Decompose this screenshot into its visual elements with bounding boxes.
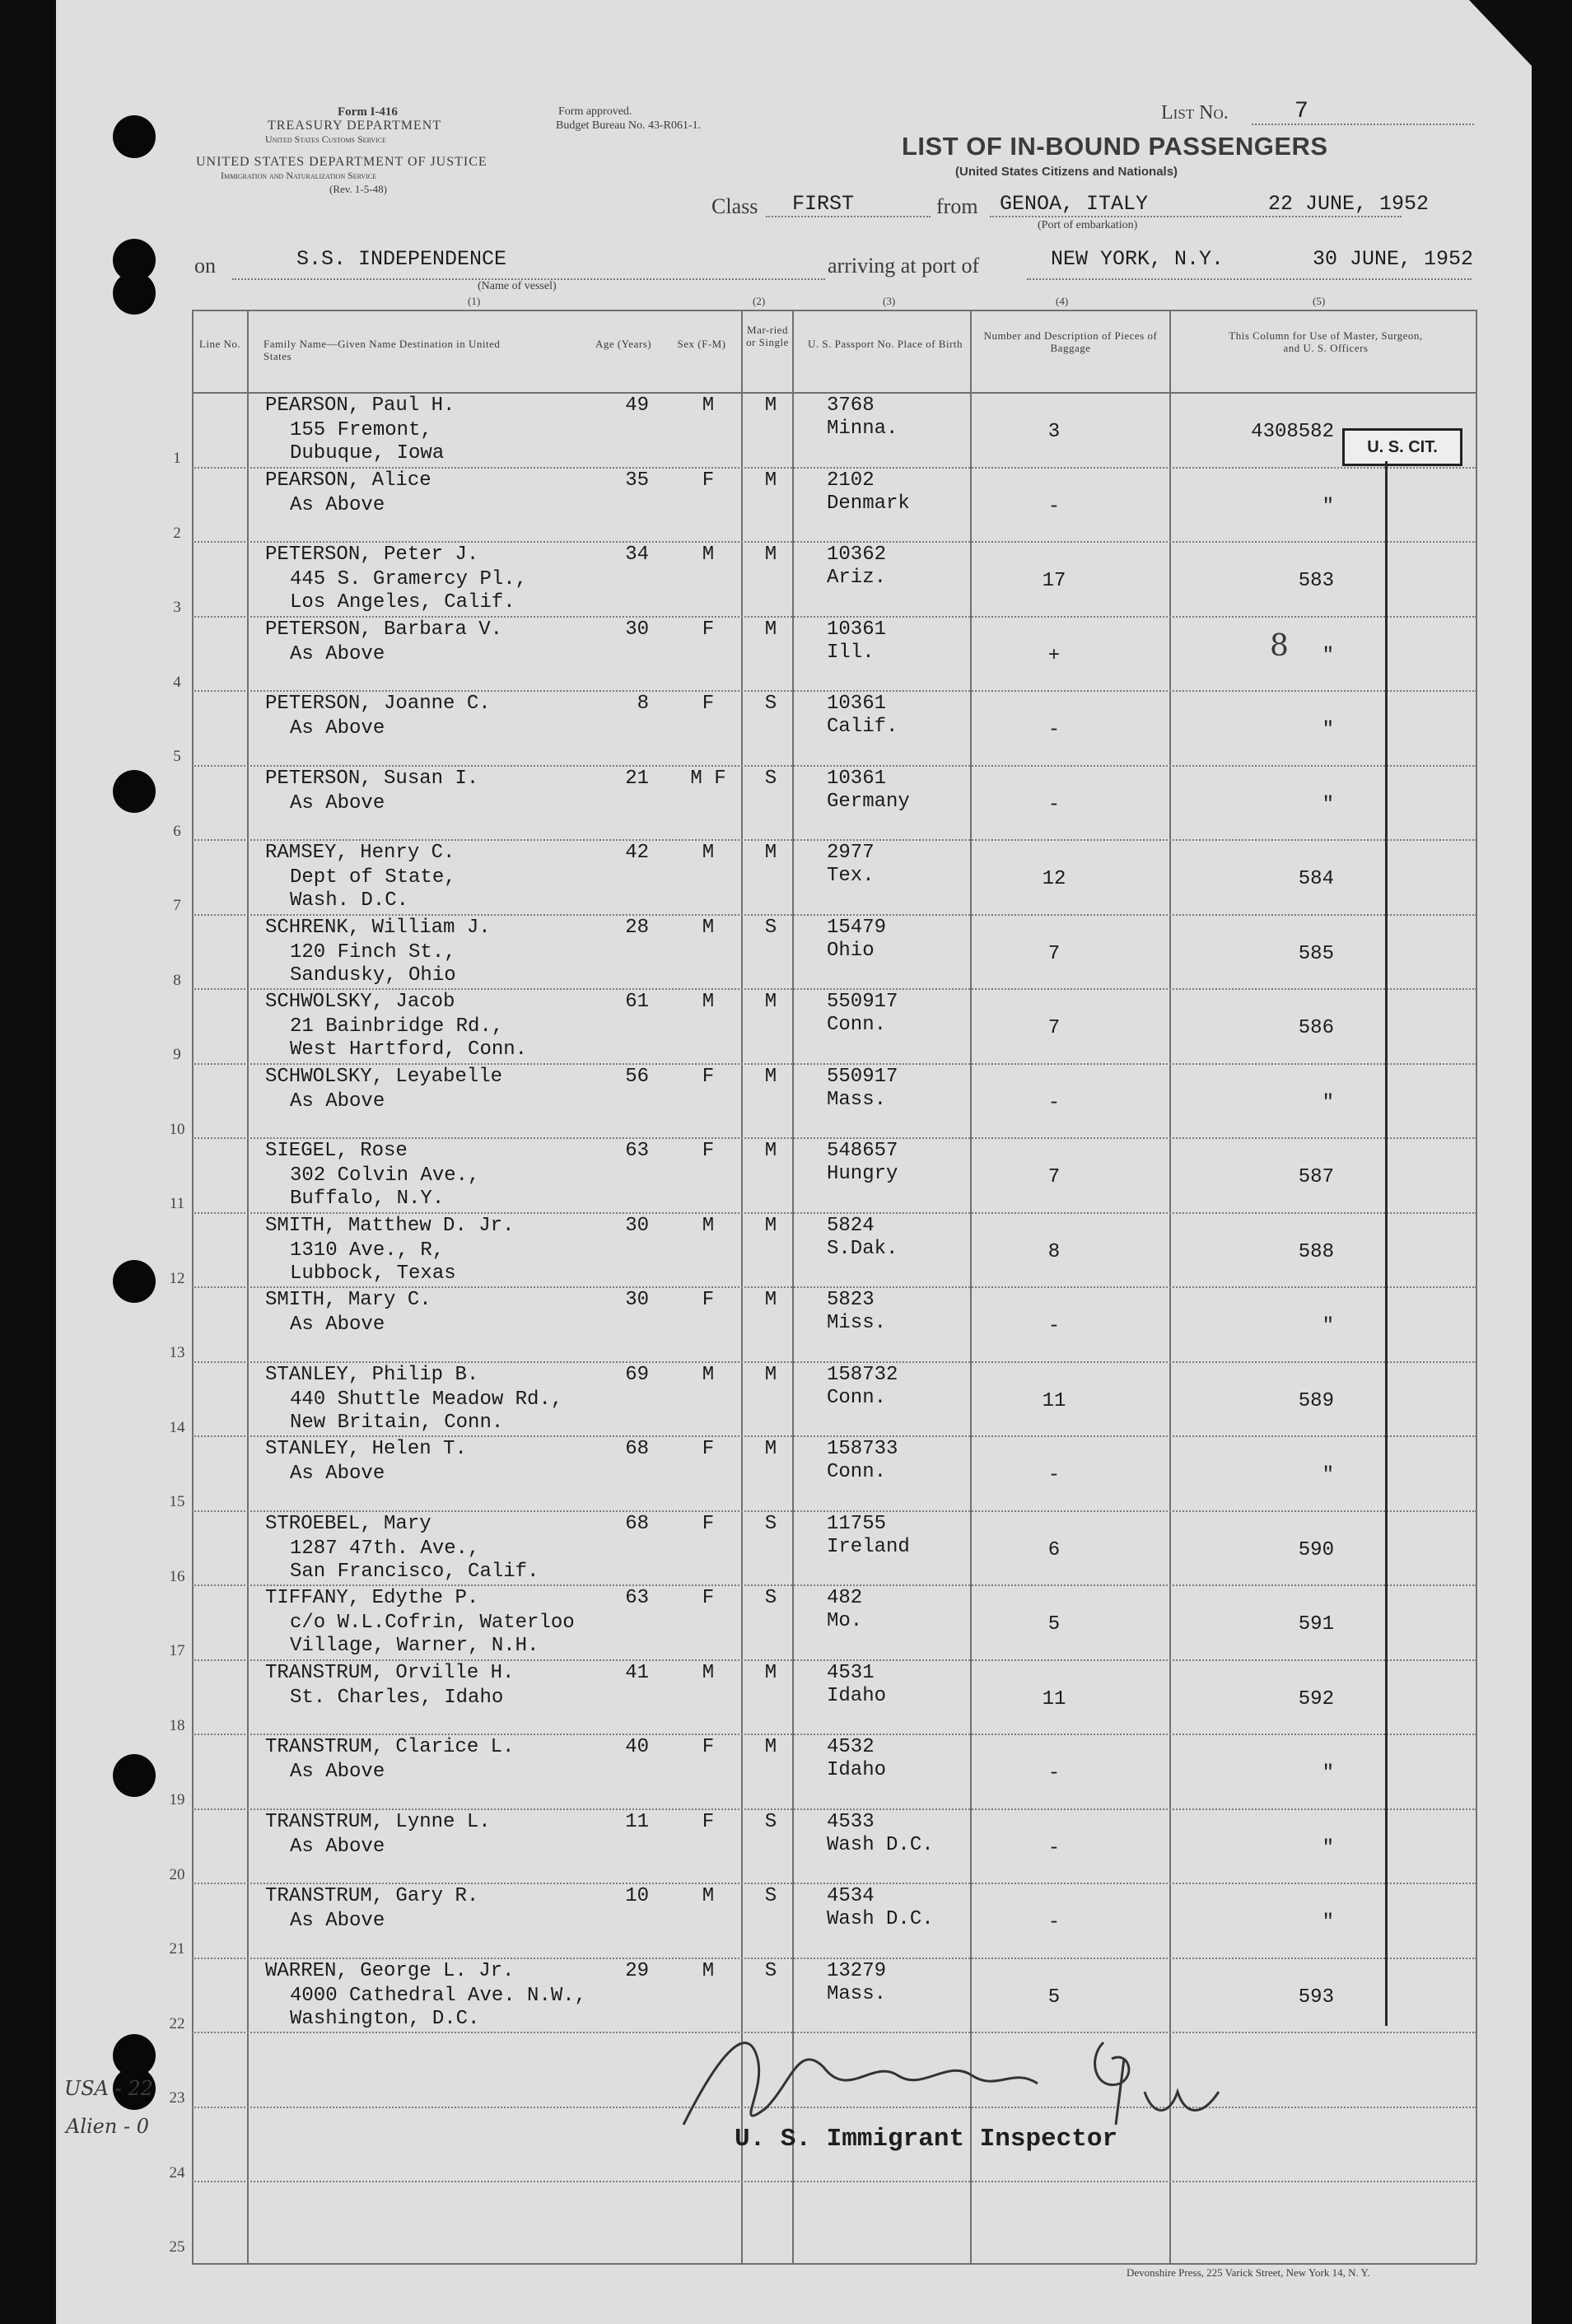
line-number: 13: [169, 1344, 185, 1361]
line-number: 6: [173, 822, 181, 840]
age: 10: [625, 1885, 649, 1907]
age: 56: [625, 1065, 649, 1088]
baggage-count: 7: [1047, 942, 1061, 965]
place-of-birth: Miss.: [827, 1312, 887, 1334]
col-header-baggage: Number and Description of Pieces of Baggage: [983, 329, 1158, 354]
passenger-name: TRANSTRUM, Orville H.: [265, 1661, 515, 1684]
destination-line-1: As Above: [290, 717, 385, 740]
line-number: 10: [169, 1120, 185, 1138]
place-of-birth: Ohio: [827, 939, 875, 962]
sex: F: [702, 1289, 715, 1311]
officer-entry: 593: [1298, 1986, 1334, 2009]
col-number-5: (5): [1313, 295, 1326, 307]
age: 8: [637, 693, 649, 715]
row-divider: [192, 2181, 1476, 2182]
age: 63: [625, 1587, 649, 1609]
place-of-birth: Conn.: [827, 1386, 887, 1409]
passenger-name: STROEBEL, Mary: [265, 1512, 431, 1535]
destination-line-1: As Above: [290, 1090, 385, 1113]
destination-line-2: Village, Warner, N.H.: [290, 1635, 539, 1657]
punch-hole: [113, 272, 156, 315]
marital-status: S: [764, 1810, 777, 1833]
immigration-service: Immigration and Naturalization Service: [221, 170, 377, 181]
col-header-officers: This Column for Use of Master, Surgeon, and U. S. Officers: [1229, 329, 1423, 354]
marital-status: S: [764, 1587, 777, 1609]
baggage-count: 7: [1047, 1017, 1061, 1039]
from-label: from: [936, 194, 978, 218]
marital-status: M: [764, 1140, 777, 1162]
marital-status: M: [764, 1214, 777, 1237]
place-of-birth: Minna.: [827, 418, 898, 440]
age: 68: [625, 1512, 649, 1535]
age: 49: [625, 394, 649, 417]
passenger-name: TRANSTRUM, Clarice L.: [265, 1736, 515, 1758]
passenger-name: RAMSEY, Henry C.: [265, 842, 455, 864]
treasury-department: TREASURY DEPARTMENT: [268, 119, 442, 133]
officer-entry: 585: [1298, 942, 1334, 965]
marital-status: M: [764, 991, 777, 1013]
destination-line-2: West Hartford, Conn.: [290, 1038, 528, 1061]
destination-line-2: Dubuque, Iowa: [290, 442, 445, 464]
destination-line-1: As Above: [290, 1910, 385, 1932]
officer-entry: ": [1322, 1836, 1334, 1860]
col-number-4: (4): [1056, 295, 1069, 307]
baggage-count: 17: [1042, 570, 1066, 592]
line-number: 1: [173, 450, 181, 467]
marital-status: S: [764, 1512, 777, 1535]
place-of-birth: Denmark: [827, 492, 910, 515]
officer-entry: 584: [1298, 868, 1334, 890]
destination-line-1: As Above: [290, 1761, 385, 1783]
destination-line-2: Wash. D.C.: [290, 889, 409, 912]
sex: F: [702, 1736, 715, 1758]
baggage-count: -: [1047, 1836, 1061, 1860]
line-number: 9: [173, 1046, 181, 1063]
marital-status: M: [764, 1661, 777, 1684]
passenger-name: PETERSON, Joanne C.: [265, 693, 491, 715]
line-number: 3: [173, 599, 181, 616]
officer-entry: 590: [1298, 1538, 1334, 1561]
line-number: 12: [169, 1269, 185, 1287]
line-number: 21: [169, 1940, 185, 1958]
place-of-birth: Wash D.C.: [827, 1833, 934, 1856]
line-number: 22: [169, 2014, 185, 2032]
on-label: on: [194, 254, 216, 278]
passenger-name: PETERSON, Barbara V.: [265, 618, 503, 641]
destination-line-1: As Above: [290, 791, 385, 814]
destination-line-1: As Above: [290, 642, 385, 665]
embarkation-port: GENOA, ITALY: [1000, 192, 1149, 216]
marital-status: S: [764, 693, 777, 715]
baggage-count: -: [1047, 719, 1061, 741]
passenger-name: TRANSTRUM, Lynne L.: [265, 1810, 491, 1833]
marital-status: M: [764, 544, 777, 566]
age: 68: [625, 1438, 649, 1460]
place-of-birth: Ariz.: [827, 567, 887, 589]
marital-status: S: [764, 916, 777, 939]
baggage-count: 11: [1042, 1687, 1066, 1710]
officer-entry: 583: [1298, 570, 1334, 592]
line-number: 17: [169, 1642, 185, 1659]
officer-entry: ": [1322, 1315, 1334, 1337]
destination-line-1: As Above: [290, 493, 385, 516]
department-of-justice: UNITED STATES DEPARTMENT OF JUSTICE: [196, 155, 487, 169]
age: 30: [625, 1289, 649, 1311]
passport-number: 15479: [827, 916, 887, 939]
sex: M: [702, 1959, 715, 1982]
destination-line-2: Washington, D.C.: [290, 2007, 480, 2030]
sex: F: [702, 1140, 715, 1162]
passenger-name: PEARSON, Paul H.: [265, 394, 455, 417]
baggage-count: -: [1047, 495, 1061, 518]
baggage-count: 5: [1047, 1613, 1061, 1636]
sex: M: [702, 1214, 715, 1237]
sex: M: [702, 544, 715, 566]
margin-note-alien: Alien - 0: [66, 2115, 149, 2138]
arrival-port: NEW YORK, N.Y.: [1051, 247, 1224, 271]
destination-line-2: Los Angeles, Calif.: [290, 591, 515, 614]
place-of-birth: S.Dak.: [827, 1237, 898, 1260]
place-of-birth: Mass.: [827, 1982, 887, 2005]
destination-line-1: 445 S. Gramercy Pl.,: [290, 568, 528, 590]
us-citizen-stamp: [1342, 428, 1462, 466]
printer-imprint: Devonshire Press, 225 Varick Street, New York 14, N. Y.: [1127, 2266, 1370, 2279]
officer-entry: ": [1322, 793, 1334, 816]
sex: M: [702, 842, 715, 864]
form-number: Form I-416: [338, 105, 398, 119]
col-number-1: (1): [468, 295, 481, 307]
passport-number: 2977: [827, 842, 875, 864]
sex: M: [702, 1661, 715, 1684]
officer-entry: 589: [1298, 1389, 1334, 1412]
line-number: 24: [169, 2163, 185, 2182]
class-value: FIRST: [792, 192, 855, 216]
line-number: 16: [169, 1567, 185, 1585]
baggage-count: 6: [1047, 1538, 1061, 1561]
sex: M: [702, 991, 715, 1013]
destination-line-1: As Above: [290, 1835, 385, 1858]
place-of-birth: Mo.: [827, 1610, 863, 1632]
line-number: 11: [169, 1195, 185, 1212]
sex: F: [702, 1065, 715, 1088]
marital-status: M: [764, 1289, 777, 1311]
baggage-count: -: [1047, 1464, 1061, 1486]
sex: F: [702, 618, 715, 641]
passport-number: 10361: [827, 767, 887, 790]
marital-status: M: [764, 1438, 777, 1460]
passport-number: 482: [827, 1587, 863, 1609]
destination-line-1: St. Charles, Idaho: [290, 1686, 504, 1709]
sex: M F: [690, 767, 726, 790]
destination-line-2: San Francisco, Calif.: [290, 1560, 539, 1583]
baggage-count: 3: [1047, 421, 1061, 443]
line-number: 8: [173, 971, 181, 989]
marital-status: M: [764, 1363, 777, 1386]
sex: F: [702, 469, 715, 492]
passport-number: 158733: [827, 1438, 898, 1460]
line-number: 5: [173, 748, 181, 765]
officer-entry: ": [1322, 1091, 1334, 1114]
line-number: 20: [169, 1865, 185, 1883]
marital-status: M: [764, 394, 777, 417]
marital-status: M: [764, 1736, 777, 1758]
passenger-name: STANLEY, Philip B.: [265, 1363, 479, 1386]
place-of-birth: Germany: [827, 790, 910, 813]
destination-line-1: 120 Finch St.,: [290, 940, 456, 964]
baggage-count: -: [1047, 793, 1061, 816]
baggage-count: -: [1047, 1091, 1061, 1114]
age: 21: [625, 767, 649, 790]
age: 61: [625, 991, 649, 1013]
stamp-text: U. S. CIT.: [1367, 437, 1438, 456]
bracket-line: [1385, 461, 1388, 2026]
passport-number: 5824: [827, 1214, 875, 1237]
passport-number: 5823: [827, 1289, 875, 1311]
baggage-count: 7: [1047, 1166, 1061, 1188]
marital-status: M: [764, 618, 777, 641]
customs-service: United States Customs Service: [265, 133, 386, 145]
arriving-label: arriving at port of: [828, 254, 980, 278]
officer-entry: 587: [1298, 1166, 1334, 1188]
age: 41: [625, 1661, 649, 1684]
punch-hole: [113, 1260, 156, 1303]
age: 69: [625, 1363, 649, 1386]
passenger-name: WARREN, George L. Jr.: [265, 1959, 515, 1982]
class-label: Class: [711, 194, 758, 218]
destination-line-2: New Britain, Conn.: [290, 1411, 504, 1434]
passenger-name: SIEGEL, Rose: [265, 1140, 408, 1162]
age: 35: [625, 469, 649, 492]
form-approved: Form approved.: [558, 105, 632, 118]
line-number: 2: [173, 524, 181, 542]
place-of-birth: Tex.: [827, 865, 875, 887]
vessel-name: S.S. INDEPENDENCE: [296, 247, 507, 271]
line-number: 18: [169, 1716, 185, 1734]
col-header-married: Mar-ried or Single: [746, 324, 789, 348]
destination-line-1: 1287 47th. Ave.,: [290, 1537, 480, 1560]
marital-status: M: [764, 1065, 777, 1088]
place-of-birth: Conn.: [827, 1014, 887, 1036]
sex: F: [702, 1587, 715, 1609]
place-of-birth: Ill.: [827, 641, 875, 664]
baggage-count: -: [1047, 1911, 1061, 1934]
age: 11: [625, 1810, 649, 1833]
line-number: 7: [173, 897, 181, 914]
line-number: 23: [169, 2089, 185, 2107]
place-of-birth: Conn.: [827, 1461, 887, 1483]
age: 30: [625, 1214, 649, 1237]
destination-line-1: c/o W.L.Cofrin, Waterloo: [290, 1612, 575, 1634]
col-number-2: (2): [753, 295, 766, 307]
passport-number: 3768: [827, 394, 875, 417]
departure-date: 22 JUNE, 1952: [1268, 192, 1430, 216]
passenger-name: PETERSON, Susan I.: [265, 767, 479, 790]
destination-line-2: Buffalo, N.Y.: [290, 1188, 445, 1210]
age: 42: [625, 842, 649, 864]
sex: M: [702, 1885, 715, 1907]
age: 29: [625, 1959, 649, 1982]
punch-hole: [113, 1754, 156, 1797]
sex: F: [702, 1512, 715, 1535]
destination-line-1: 155 Fremont,: [290, 419, 432, 441]
place-of-birth: Hungry: [827, 1163, 898, 1185]
destination-line-1: 1310 Ave., R,: [290, 1239, 445, 1262]
passenger-name: STANLEY, Helen T.: [265, 1438, 467, 1460]
passport-number: 4533: [827, 1810, 875, 1833]
col-header-passport: U. S. Passport No. Place of Birth: [807, 338, 963, 350]
passport-number: 4532: [827, 1736, 875, 1758]
passenger-name: SMITH, Mary C.: [265, 1289, 431, 1311]
destination-line-2: Lubbock, Texas: [290, 1262, 456, 1285]
baggage-count: 8: [1047, 1240, 1061, 1263]
passport-number: 10361: [827, 693, 887, 715]
passport-number: 158732: [827, 1363, 898, 1386]
place-of-birth: Wash D.C.: [827, 1908, 934, 1930]
marital-status: S: [764, 767, 777, 790]
passenger-name: TIFFANY, Edythe P.: [265, 1587, 479, 1609]
officer-entry: ": [1322, 644, 1334, 667]
sex: F: [702, 1810, 715, 1833]
passport-number: 548657: [827, 1140, 898, 1162]
margin-note-usa: USA - 22: [64, 2077, 153, 2100]
place-of-birth: Idaho: [827, 1684, 887, 1707]
baggage-count: 11: [1042, 1389, 1066, 1412]
destination-line-1: As Above: [290, 1463, 385, 1485]
vessel-note: (Name of vessel): [478, 280, 557, 292]
destination-line-1: As Above: [290, 1314, 385, 1336]
revision-date: (Rev. 1-5-48): [329, 183, 387, 195]
officer-entry: ": [1322, 1464, 1334, 1486]
destination-line-1: 4000 Cathedral Ave. N.W.,: [290, 1984, 587, 2007]
age: 40: [625, 1736, 649, 1758]
officer-entry: 588: [1298, 1240, 1334, 1263]
passenger-name: PETERSON, Peter J.: [265, 544, 479, 566]
officer-entry: 586: [1298, 1017, 1334, 1039]
punch-hole: [113, 115, 156, 158]
destination-line-2: Sandusky, Ohio: [290, 964, 456, 987]
age: 63: [625, 1140, 649, 1162]
line-number: 15: [169, 1493, 185, 1510]
baggage-count: +: [1047, 644, 1061, 667]
passport-number: 10362: [827, 544, 887, 566]
passport-number: 11755: [827, 1512, 887, 1535]
sex: M: [702, 916, 715, 939]
passport-number: 550917: [827, 991, 898, 1013]
officer-entry: 591: [1298, 1613, 1334, 1636]
age: 28: [625, 916, 649, 939]
marital-status: M: [764, 469, 777, 492]
officer-entry: ": [1322, 1911, 1334, 1934]
col-number-3: (3): [883, 295, 896, 307]
passport-number: 2102: [827, 469, 875, 492]
baggage-count: -: [1047, 1315, 1061, 1337]
passport-number: 550917: [827, 1065, 898, 1088]
baggage-count: 5: [1047, 1986, 1061, 2009]
marital-status: S: [764, 1959, 777, 1982]
marital-status: M: [764, 842, 777, 864]
officer-entry: ": [1322, 1762, 1334, 1785]
destination-line-1: 302 Colvin Ave.,: [290, 1164, 480, 1187]
place-of-birth: Mass.: [827, 1088, 887, 1111]
manifest-subtitle: (United States Citizens and Nationals): [955, 165, 1178, 179]
destination-line-1: Dept of State,: [290, 866, 456, 889]
place-of-birth: Idaho: [827, 1759, 887, 1781]
col-header-name: Family Name—Given Name Destination in United States: [264, 338, 501, 362]
inspector-title: U. S. Immigrant Inspector: [735, 2125, 1118, 2154]
destination-line-1: 21 Bainbridge Rd.,: [290, 1015, 504, 1038]
col-header-sex: Sex (F-M): [677, 338, 726, 350]
marital-status: S: [764, 1885, 777, 1907]
place-of-birth: Calif.: [827, 716, 898, 738]
officer-entry: 4308582: [1251, 421, 1334, 443]
baggage-count: 12: [1042, 868, 1066, 890]
budget-bureau: Budget Bureau No. 43-R061-1.: [556, 119, 702, 132]
line-number: 4: [173, 673, 181, 691]
passenger-name: SCHRENK, William J.: [265, 916, 491, 939]
sex: F: [702, 1438, 715, 1460]
destination-line-1: 440 Shuttle Meadow Rd.,: [290, 1388, 563, 1411]
passport-number: 4531: [827, 1661, 875, 1684]
officer-entry: 592: [1298, 1687, 1334, 1710]
arrival-date: 30 JUNE, 1952: [1313, 247, 1474, 271]
line-number: 19: [169, 1791, 185, 1808]
line-number: 25: [169, 2238, 185, 2256]
manifest-title: LIST OF IN-BOUND PASSENGERS: [902, 132, 1328, 161]
handwritten-8: 8: [1270, 629, 1289, 663]
passenger-name: TRANSTRUM, Gary R.: [265, 1885, 479, 1907]
col-header-age: Age (Years): [595, 338, 652, 350]
place-of-birth: Ireland: [827, 1535, 910, 1558]
list-no-label: List No.: [1161, 102, 1229, 124]
punch-hole: [113, 770, 156, 813]
sex: M: [702, 394, 715, 417]
passenger-name: SMITH, Matthew D. Jr.: [265, 1214, 515, 1237]
age: 30: [625, 618, 649, 641]
col-header-line-no: Line No.: [198, 338, 241, 350]
passenger-name: PEARSON, Alice: [265, 469, 431, 492]
passenger-name: SCHWOLSKY, Leyabelle: [265, 1065, 503, 1088]
line-number: 14: [169, 1418, 185, 1436]
officer-entry: ": [1322, 495, 1334, 518]
passenger-name: SCHWOLSKY, Jacob: [265, 991, 455, 1013]
passport-number: 13279: [827, 1959, 887, 1982]
embarkation-note: (Port of embarkation): [1038, 219, 1138, 231]
sex: M: [702, 1363, 715, 1386]
age: 34: [625, 544, 649, 566]
sex: F: [702, 693, 715, 715]
baggage-count: -: [1047, 1762, 1061, 1785]
list-no-value: 7: [1294, 99, 1308, 124]
officer-entry: ": [1322, 719, 1334, 741]
passport-number: 4534: [827, 1885, 875, 1907]
passport-number: 10361: [827, 618, 887, 641]
